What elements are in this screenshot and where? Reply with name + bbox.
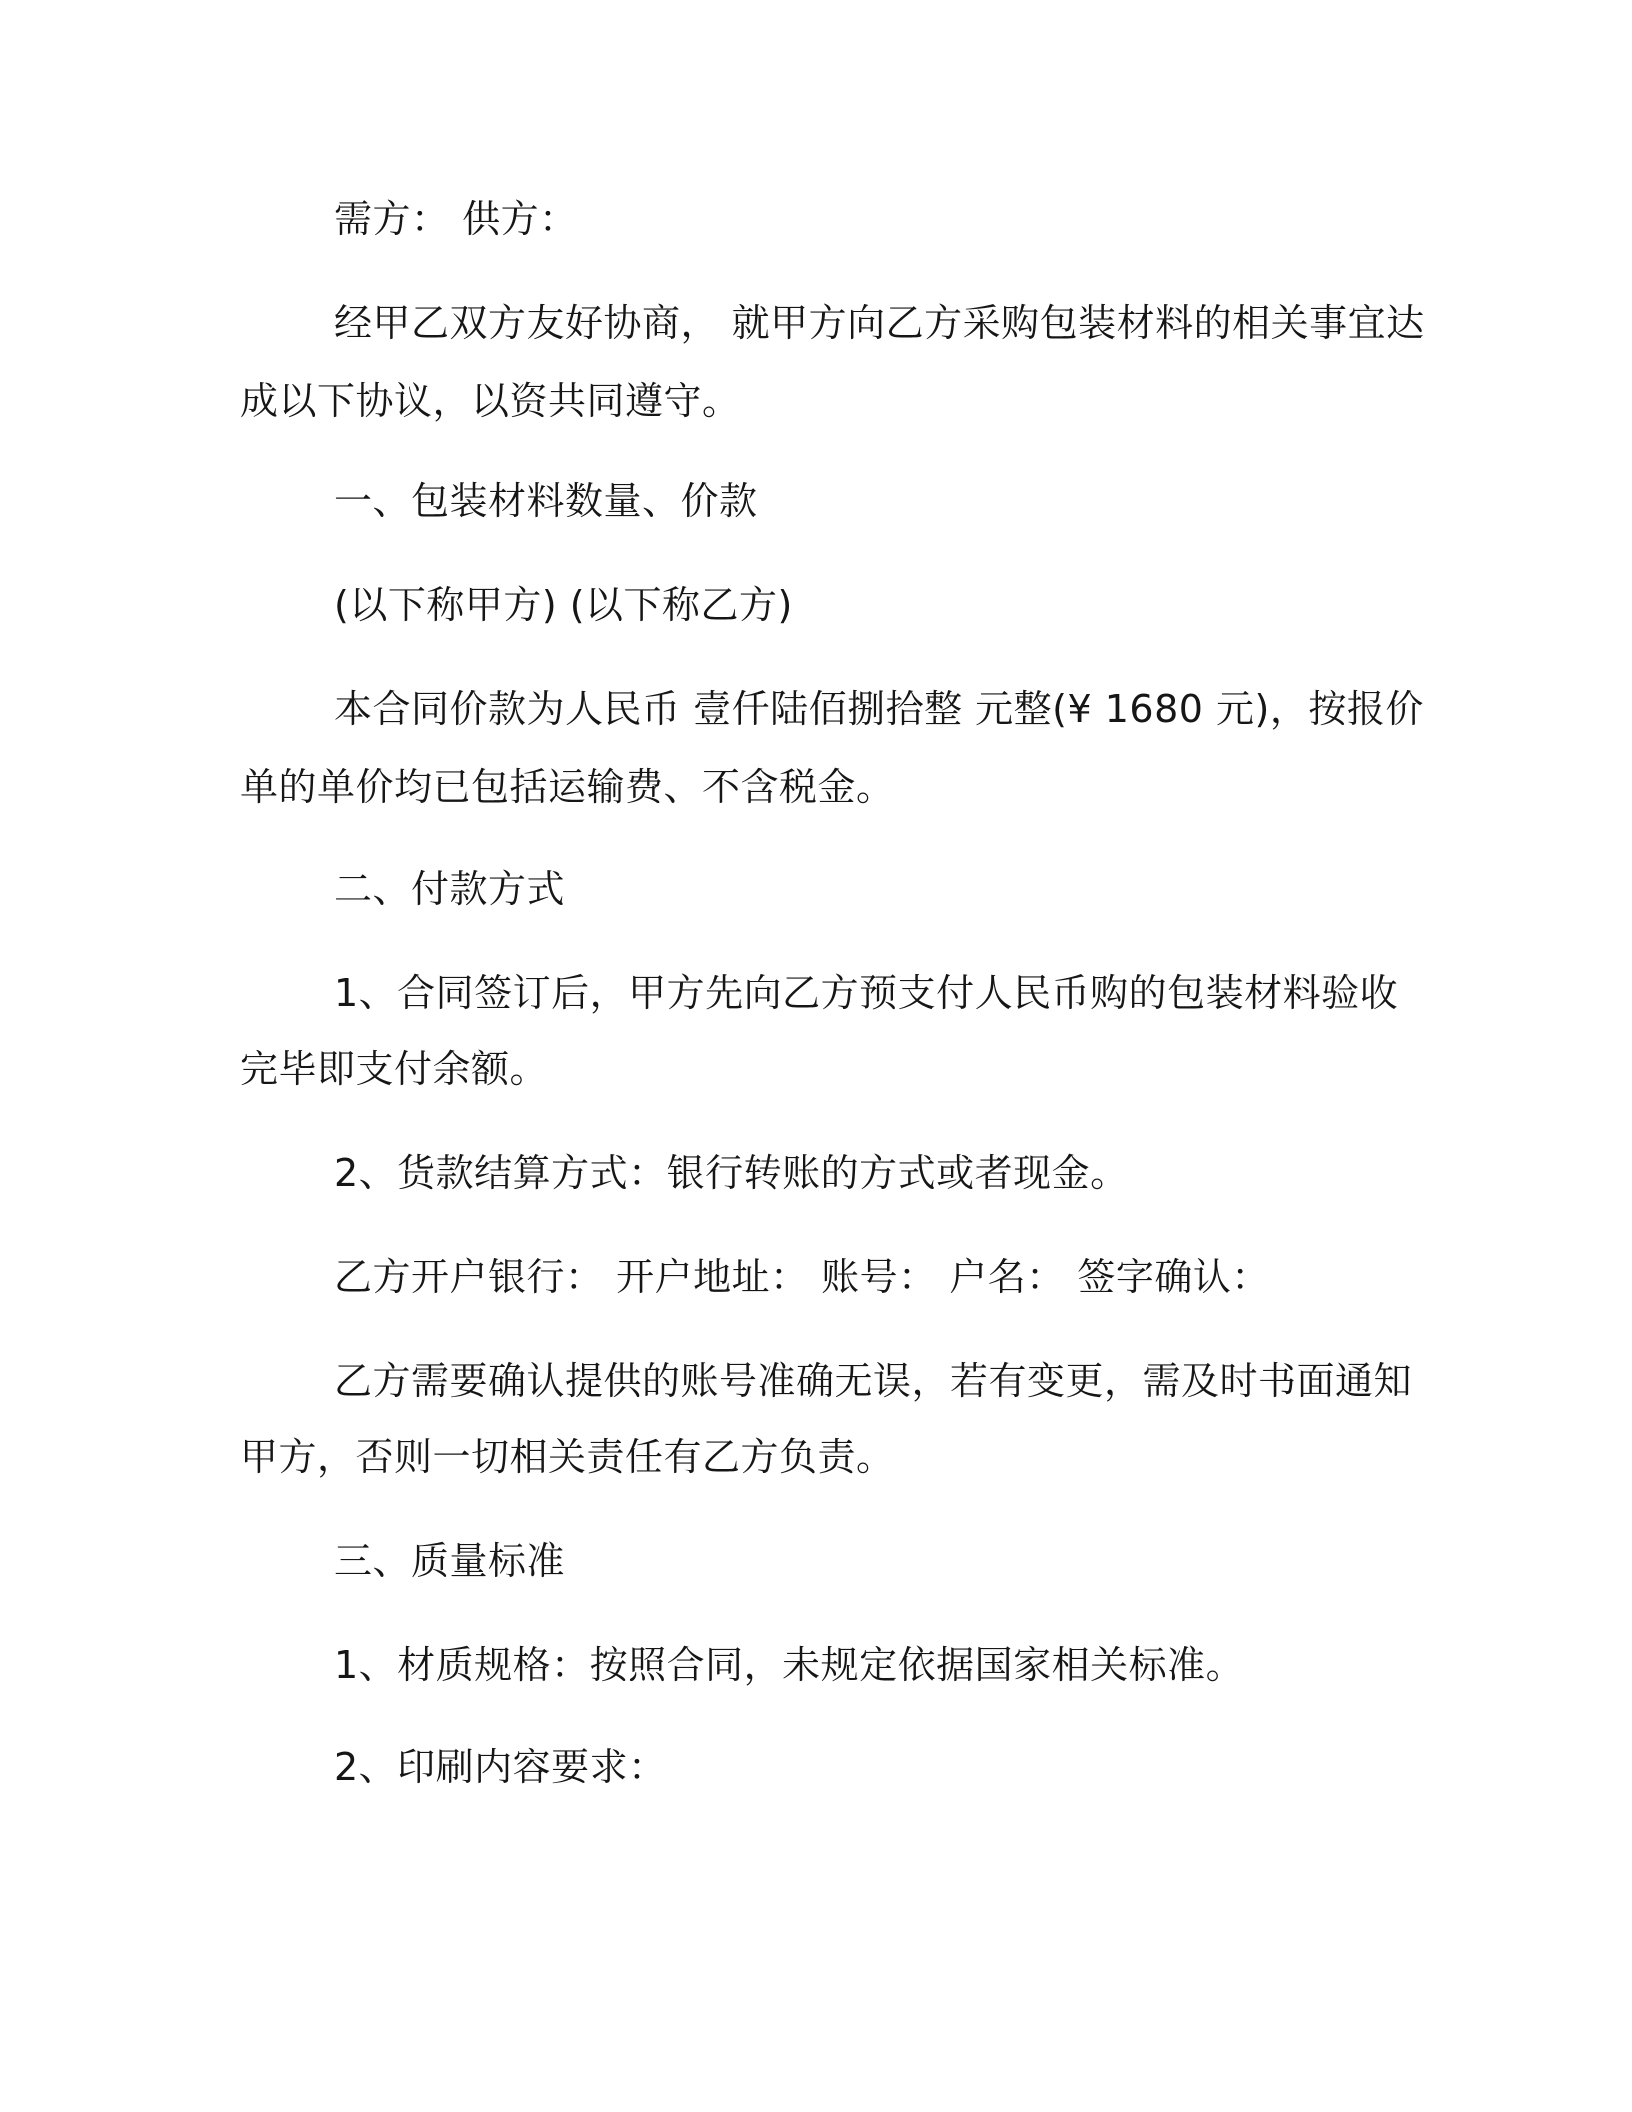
payment-clause-1-line-1: 1、合同签订后，甲方先向乙方预支付人民币购的包装材料验收 xyxy=(334,971,1399,1015)
section-heading-1: 一、包装材料数量、价款 xyxy=(334,479,758,523)
payment-clause-1-line-2: 完毕即支付余额。 xyxy=(240,1047,549,1091)
price-paragraph-line-1: 本合同价款为人民币 壹仟陆佰捌拾整 元整(¥ 1680 元)，按报价 xyxy=(334,687,1424,731)
price-paragraph-line-2: 单的单价均已包括运输费、不含税金。 xyxy=(240,765,895,809)
parties-line: 需方： 供方： xyxy=(334,197,578,241)
intro-paragraph-line-1: 经甲乙双方友好协商， 就甲方向乙方采购包装材料的相关事宜达 xyxy=(334,301,1425,345)
quality-clause-1: 1、材质规格：按照合同，未规定依据国家相关标准。 xyxy=(334,1643,1245,1687)
account-notice-line-2: 甲方，否则一切相关责任有乙方负责。 xyxy=(240,1435,895,1479)
payment-clause-2: 2、货款结算方式：银行转账的方式或者现金。 xyxy=(334,1151,1129,1195)
section-heading-2: 二、付款方式 xyxy=(334,867,566,911)
intro-paragraph-line-2: 成以下协议，以资共同遵守。 xyxy=(240,379,741,423)
bank-info-line: 乙方开户银行： 开户地址： 账号： 户名： 签字确认： xyxy=(334,1255,1270,1299)
party-designation-line: (以下称甲方) (以下称乙方) xyxy=(334,583,793,627)
section-heading-3: 三、质量标准 xyxy=(334,1539,566,1583)
account-notice-line-1: 乙方需要确认提供的账号准确无误，若有变更，需及时书面通知 xyxy=(334,1359,1413,1403)
quality-clause-2: 2、印刷内容要求： xyxy=(334,1745,667,1789)
